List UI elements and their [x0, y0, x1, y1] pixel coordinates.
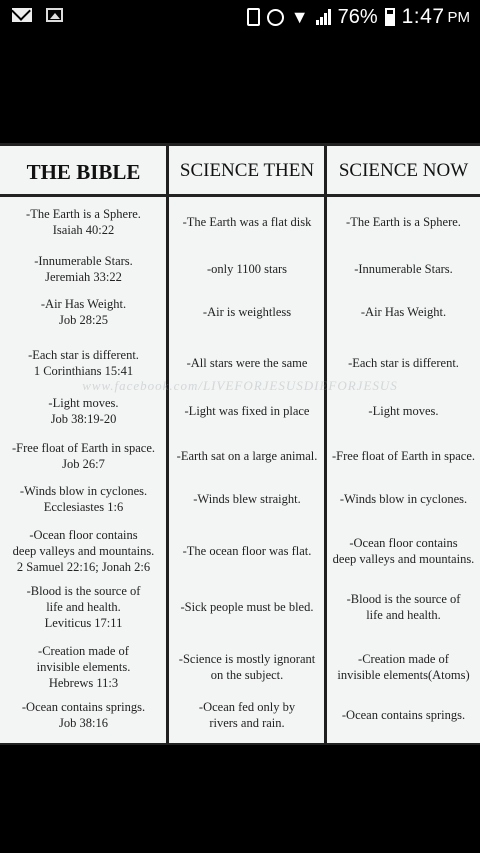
- table-cell-bible: [0, 206, 167, 238]
- table-cell-now: [327, 535, 480, 567]
- table-cell-bible: [0, 347, 167, 379]
- cell-line: Ecclesiastes 1:6: [43, 500, 124, 514]
- cell-line: -Creation made of: [358, 652, 449, 666]
- cell-line: invisible elements.: [36, 660, 131, 674]
- cell-line: -Air Has Weight.: [40, 297, 127, 311]
- table-cell-then: [170, 599, 324, 615]
- signal-icon: [316, 9, 331, 25]
- cell-line: -All stars were the same: [186, 356, 308, 370]
- cell-line: on the subject.: [210, 668, 284, 682]
- table-cell-then: [170, 403, 324, 419]
- cell-line: -Sick people must be bled.: [180, 600, 314, 614]
- table-cell-then: [170, 699, 324, 731]
- table-cell-now: [327, 707, 480, 723]
- cell-line: life and health.: [366, 608, 441, 622]
- cell-line: deep valleys and mountains.: [332, 552, 475, 566]
- table-cell-bible: [0, 583, 167, 631]
- table-cell-then: [170, 304, 324, 320]
- table-cell-bible: [0, 527, 167, 575]
- cell-line: -Earth sat on a large animal.: [176, 449, 318, 463]
- table-cell-then: [170, 355, 324, 371]
- cell-line: Job 38:16: [59, 716, 108, 730]
- cell-line: life and health.: [46, 600, 121, 614]
- table-cell-bible: [0, 253, 167, 285]
- cell-line: Job 26:7: [62, 457, 105, 471]
- clock-time: 1:47: [401, 5, 445, 28]
- table-cell-then: [170, 214, 324, 230]
- alarm-icon: [267, 9, 284, 26]
- clock-ampm: PM: [447, 8, 470, 26]
- battery-percent: 76%: [337, 5, 378, 28]
- table-cell-bible: [0, 440, 167, 472]
- cell-line: deep valleys and mountains.: [12, 544, 155, 558]
- table-cell-then: [170, 543, 324, 559]
- cell-line: -The Earth is a Sphere.: [346, 215, 461, 229]
- cell-line: -Each star is different.: [348, 356, 459, 370]
- cell-line: 1 Corinthians 15:41: [33, 364, 134, 378]
- cell-line: -only 1100 stars: [206, 262, 288, 276]
- cell-line: -Free float of Earth in space.: [332, 449, 475, 463]
- table-cell-then: [170, 448, 324, 464]
- cell-line: Job 38:19-20: [50, 412, 117, 426]
- cell-line: -Light moves.: [368, 404, 439, 418]
- header-divider: [0, 194, 480, 197]
- table-cell-then: [170, 651, 324, 683]
- cell-line: -Light was fixed in place: [184, 404, 310, 418]
- header-the-bible: THE BIBLE: [26, 160, 141, 184]
- cell-line: -Innumerable Stars.: [34, 254, 133, 268]
- table-cell-now: [327, 651, 480, 683]
- cell-line: -Winds blew straight.: [193, 492, 301, 506]
- cell-line: -Ocean floor contains: [29, 528, 138, 542]
- table-cell-now: [327, 448, 480, 464]
- cell-line: invisible elements(Atoms): [337, 668, 470, 682]
- cell-line: -Ocean floor contains: [349, 536, 458, 550]
- cell-line: -Light moves.: [48, 396, 119, 410]
- table-cell-bible: [0, 296, 167, 328]
- status-bar: [0, 0, 480, 34]
- watermark-text: www.facebook.com/LIVEFORJESUSDIEFORJESUS: [82, 378, 398, 393]
- cell-line: -Innumerable Stars.: [354, 262, 453, 276]
- table-cell-now: [327, 491, 480, 507]
- cell-line: Job 28:25: [59, 313, 108, 327]
- picture-icon: [46, 8, 63, 22]
- cell-line: -Free float of Earth in space.: [12, 441, 155, 455]
- table-cell-now: [327, 304, 480, 320]
- header-science-then: SCIENCE THEN: [179, 160, 315, 181]
- cell-line: -Ocean fed only by: [198, 700, 296, 714]
- cell-line: -Blood is the source of: [346, 592, 461, 606]
- table-cell-then: [170, 261, 324, 277]
- cell-line: -Winds blow in cyclones.: [339, 492, 468, 506]
- cell-line: -Science is mostly ignorant: [178, 652, 316, 666]
- cell-line: -Each star is different.: [28, 348, 139, 362]
- cell-line: -The ocean floor was flat.: [182, 544, 312, 558]
- cell-line: -Air is weightless: [202, 305, 292, 319]
- mail-icon: [12, 8, 32, 22]
- table-cell-now: [327, 261, 480, 277]
- comparison-table-image[interactable]: [0, 143, 480, 745]
- cell-line: -Ocean contains springs.: [21, 700, 146, 714]
- cell-line: Jeremiah 33:22: [45, 270, 122, 284]
- cell-line: Isaiah 40:22: [52, 223, 115, 237]
- table-cell-now: [327, 355, 480, 371]
- cell-line: Hebrews 11:3: [48, 676, 119, 690]
- battery-icon: [385, 8, 395, 26]
- wifi-icon: ▼: [290, 6, 309, 27]
- vibrate-icon: [247, 8, 260, 26]
- cell-line: -Air Has Weight.: [360, 305, 447, 319]
- table-cell-bible: [0, 483, 167, 515]
- cell-line: rivers and rain.: [209, 716, 285, 730]
- table-cell-bible: [0, 643, 167, 691]
- cell-line: -The Earth is a Sphere.: [26, 207, 141, 221]
- table-cell-now: [327, 403, 480, 419]
- table-cell-now: [327, 214, 480, 230]
- header-science-now: SCIENCE NOW: [338, 160, 469, 181]
- cell-line: -Creation made of: [38, 644, 129, 658]
- cell-line: -Winds blow in cyclones.: [19, 484, 148, 498]
- cell-line: -The Earth was a flat disk: [182, 215, 312, 229]
- table-cell-bible: [0, 699, 167, 731]
- table-cell-then: [170, 491, 324, 507]
- cell-line: Leviticus 17:11: [44, 616, 123, 630]
- cell-line: -Blood is the source of: [26, 584, 141, 598]
- table-cell-bible: [0, 395, 167, 427]
- table-cell-now: [327, 591, 480, 623]
- cell-line: 2 Samuel 22:16; Jonah 2:6: [16, 560, 151, 574]
- cell-line: -Ocean contains springs.: [341, 708, 466, 722]
